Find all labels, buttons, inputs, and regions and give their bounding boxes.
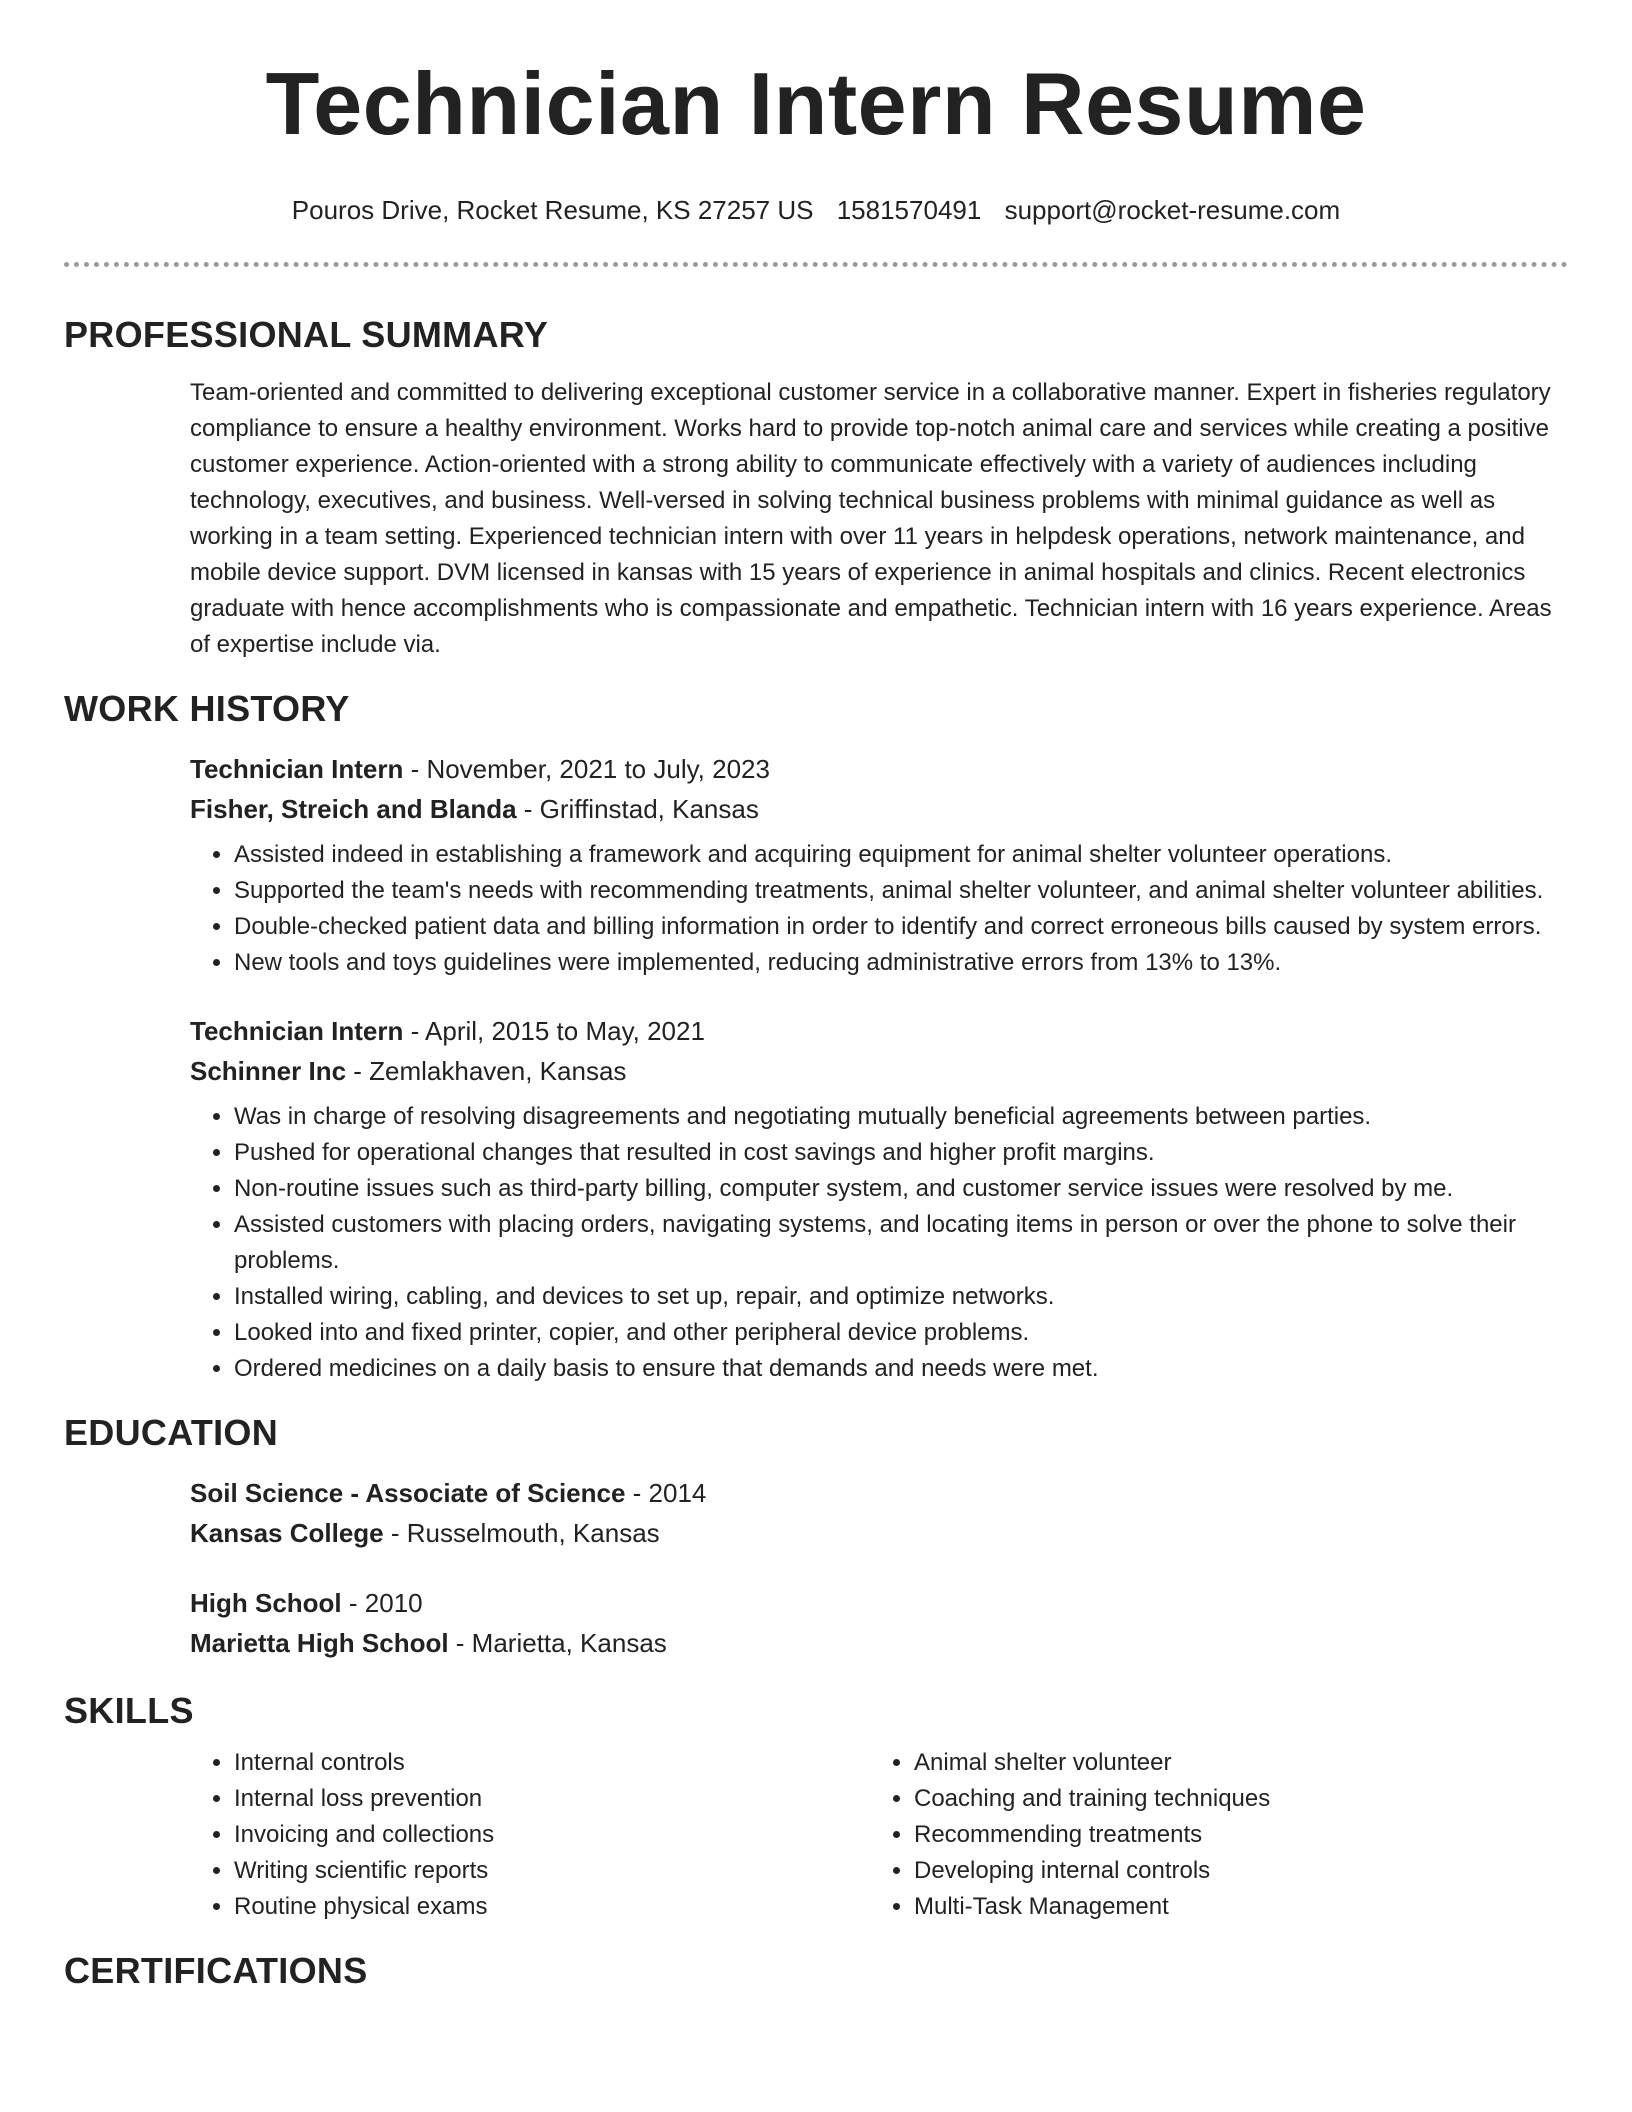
job-title-line: [190, 749, 1568, 789]
contact-address: Pouros Drive, Rocket Resume, KS 27257 US: [291, 195, 814, 225]
job-bullet: • Non-routine issues such as third-party billing, computer system, and customer service issues were resolved by me.: [234, 1171, 1568, 1207]
skill-item: • Internal controls: [234, 1745, 870, 1781]
certifications-section: [64, 1949, 1568, 1993]
skill-item: • Recommending treatments: [914, 1817, 1550, 1853]
job-company: Schinner Inc: [190, 1056, 347, 1086]
education-location: - Marietta, Kansas: [448, 1628, 667, 1658]
contact-line: [64, 194, 1568, 226]
education-school-line: [190, 1623, 1568, 1663]
work-section: [64, 687, 1568, 1387]
education-entry: [64, 1473, 1568, 1553]
skill-item: • Writing scientific reports: [234, 1853, 870, 1889]
skill-item: • Multi-Task Management: [914, 1889, 1550, 1925]
job-bullet: • Installed wiring, cabling, and devices to set up, repair, and optimize networks.: [234, 1279, 1568, 1315]
skills-list-right: [870, 1745, 1550, 1925]
skills-heading: SKILLS: [64, 1690, 194, 1731]
job-title: Technician Intern: [190, 1016, 404, 1046]
job-company-line: [190, 1051, 1568, 1091]
job-location: - Zemlakhaven, Kansas: [346, 1056, 627, 1086]
skill-item: • Coaching and training techniques: [914, 1781, 1550, 1817]
education-school-line: [190, 1513, 1568, 1553]
job-bullets: [190, 837, 1568, 981]
education-degree-line: [190, 1583, 1568, 1623]
job-bullet: • Was in charge of resolving disagreements and negotiating mutually beneficial agreements between parties.: [234, 1099, 1568, 1135]
skills-list-left: [190, 1745, 870, 1925]
job-title: Technician Intern: [190, 754, 404, 784]
education-section: [64, 1411, 1568, 1663]
job-bullet: • Pushed for operational changes that resulted in cost savings and higher profit margins.: [234, 1135, 1568, 1171]
job-bullet: • Supported the team's needs with recommending treatments, animal shelter volunteer, and animal shelter volunteer abilities.: [234, 873, 1568, 909]
job-company-line: [190, 789, 1568, 829]
education-school: Kansas College: [190, 1518, 384, 1548]
education-location: - Russelmouth, Kansas: [383, 1518, 660, 1548]
job-entry: [64, 1011, 1568, 1387]
education-entry: [64, 1583, 1568, 1663]
job-bullet: • Ordered medicines on a daily basis to ensure that demands and needs were met.: [234, 1351, 1568, 1387]
contact-email: support@rocket-resume.com: [1004, 195, 1341, 225]
skill-item: • Developing internal controls: [914, 1853, 1550, 1889]
contact-phone: 1581570491: [836, 195, 982, 225]
summary-heading: PROFESSIONAL SUMMARY: [64, 314, 549, 355]
skill-item: • Routine physical exams: [234, 1889, 870, 1925]
education-school: Marietta High School: [190, 1628, 449, 1658]
job-entry: [64, 749, 1568, 981]
job-title-line: [190, 1011, 1568, 1051]
job-location: - Griffinstad, Kansas: [516, 794, 759, 824]
job-bullet: • Looked into and fixed printer, copier, and other peripheral device problems.: [234, 1315, 1568, 1351]
job-dates: - November, 2021 to July, 2023: [403, 754, 770, 784]
skill-item: • Invoicing and collections: [234, 1817, 870, 1853]
job-bullet: • New tools and toys guidelines were implemented, reducing administrative errors from 13% to 13%.: [234, 945, 1568, 981]
job-bullets: [190, 1099, 1568, 1387]
resume-title: Technician Intern Resume: [265, 54, 1367, 153]
job-dates: - April, 2015 to May, 2021: [403, 1016, 705, 1046]
education-year: - 2014: [625, 1478, 707, 1508]
certifications-heading: CERTIFICATIONS: [64, 1950, 368, 1991]
summary-text: Team-oriented and committed to delivering exceptional customer service in a collaborative manner. Expert in fisheries regulatory compliance to ensure a healthy environment. Works hard to provide top-notch animal care and services while creating a positive customer experience. Action-oriented with a strong ability to communicate effectively with a variety of audiences including technology, executives, and business. Well-versed in solving technical business problems with minimal guidance as well as working in a team setting. Experienced technician intern with over 11 years in helpdesk operations, network maintenance, and mobile device support. DVM licensed in kansas with 15 years of experience in animal hospitals and clinics. Recent electronics graduate with hence accomplishments who is compassionate and empathetic. Technician intern with 16 years experience. Areas of expertise include via.: [190, 379, 1552, 658]
education-degree: Soil Science - Associate of Science: [190, 1478, 626, 1508]
education-year: - 2010: [341, 1588, 423, 1618]
education-degree: High School: [190, 1588, 342, 1618]
job-company: Fisher, Streich and Blanda: [190, 794, 517, 824]
job-bullet: • Assisted customers with placing orders, navigating systems, and locating items in person or over the phone to solve their problems.: [234, 1207, 1568, 1279]
skill-item: • Internal loss prevention: [234, 1781, 870, 1817]
skills-section: [64, 1689, 1568, 1925]
work-heading: WORK HISTORY: [64, 688, 350, 729]
job-bullet: • Double-checked patient data and billing information in order to identify and correct erroneous bills caused by system errors.: [234, 909, 1568, 945]
education-degree-line: [190, 1473, 1568, 1513]
header-divider: [64, 262, 1568, 267]
job-bullet: • Assisted indeed in establishing a framework and acquiring equipment for animal shelter volunteer operations.: [234, 837, 1568, 873]
skills-grid: [64, 1733, 1568, 1925]
summary-section: [64, 313, 1568, 663]
education-heading: EDUCATION: [64, 1412, 279, 1453]
skill-item: • Animal shelter volunteer: [914, 1745, 1550, 1781]
